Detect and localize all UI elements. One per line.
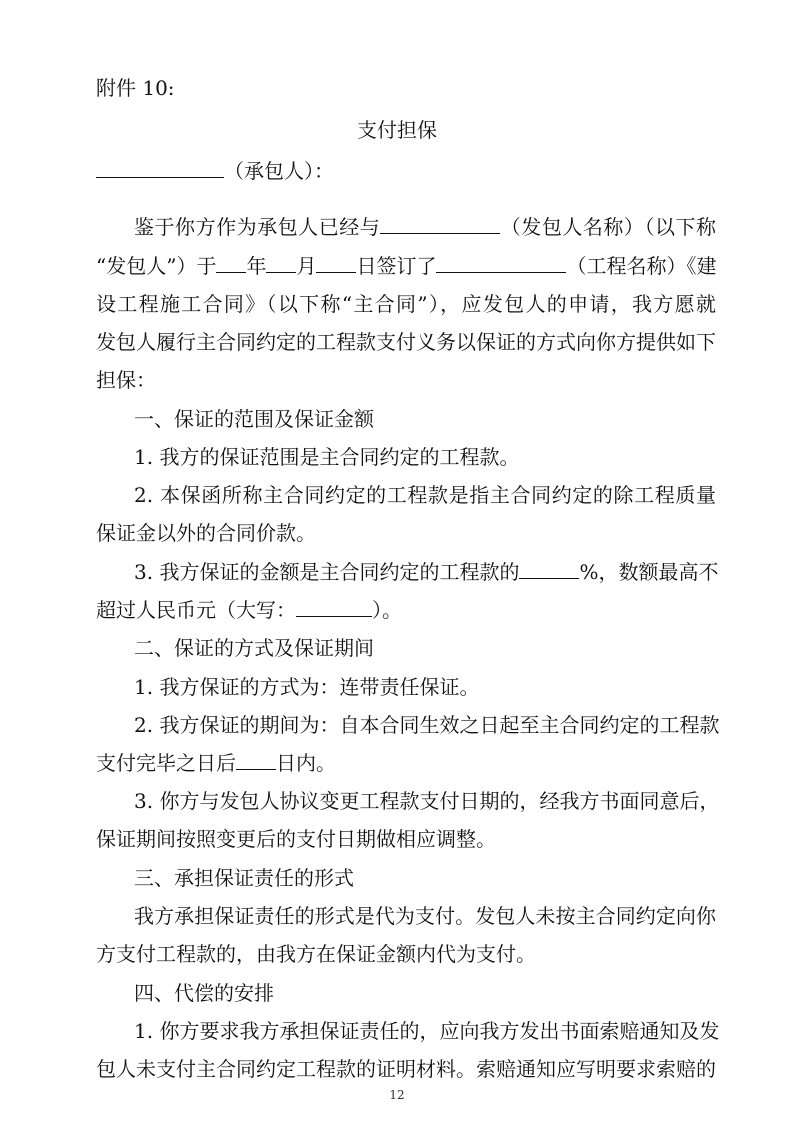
item-text: 3. 我方保证的金额是主合同约定的工程款的 xyxy=(134,560,520,584)
section2-item1: 1. 我方保证的方式为：连带责任保证。 xyxy=(134,675,480,699)
intro-text: 鉴于你方作为承包人已经与 xyxy=(134,215,381,239)
employer-name-blank[interactable] xyxy=(380,213,500,234)
section-heading-3: 三、承担保证责任的形式 xyxy=(134,866,354,890)
intro-line-5: 担保： xyxy=(96,368,156,392)
section-heading-2: 二、保证的方式及保证期间 xyxy=(134,636,374,660)
year-label: 年 xyxy=(246,254,267,278)
item-text: %，数额最高不 xyxy=(579,560,719,584)
day-label: 日签订了 xyxy=(356,254,437,278)
contractor-name-blank[interactable] xyxy=(96,157,224,178)
intro-text: （发包人名称）（以下称 xyxy=(500,215,717,239)
section2-item2-line2 xyxy=(96,749,716,777)
section1-item3-line1 xyxy=(134,558,719,586)
intro-text: “发包人”）于 xyxy=(96,254,217,278)
section4-item1-line1: 1. 你方要求我方承担保证责任的，应向我方发出书面索赔通知及发 xyxy=(134,1019,720,1043)
item-text: ）。 xyxy=(372,598,402,622)
section3-para-line1: 我方承担保证责任的形式是代为支付。发包人未按主合同约定向你 xyxy=(134,904,716,928)
document-title: 支付担保 xyxy=(357,118,437,142)
item-text: 日内。 xyxy=(276,751,336,775)
page-number: 12 xyxy=(389,1088,405,1102)
addressee-line xyxy=(96,157,716,185)
percentage-blank[interactable] xyxy=(519,558,579,579)
intro-line-1 xyxy=(134,213,716,241)
section1-item1: 1. 我方的保证范围是主合同约定的工程款。 xyxy=(134,445,520,469)
annex-label: 附件 10: xyxy=(96,76,175,100)
month-label: 月 xyxy=(296,254,317,278)
amount-in-words-blank[interactable] xyxy=(296,596,372,617)
project-name-blank[interactable] xyxy=(436,252,566,273)
section1-item3-line2 xyxy=(96,596,716,624)
intro-text: （工程名称）《建 xyxy=(566,254,717,278)
intro-line-4: 发包人履行主合同约定的工程款支付义务以保证的方式向你方提供如下 xyxy=(96,330,716,354)
item-text: 支付完毕之日后 xyxy=(96,751,236,775)
item-text: 超过人民币元（大写： xyxy=(96,598,296,622)
section3-para-line2: 方支付工程款的，由我方在保证金额内代为支付。 xyxy=(96,942,536,966)
year-blank[interactable] xyxy=(216,252,246,273)
section1-item2-line2: 保证金以外的合同价款。 xyxy=(96,521,316,545)
section2-item3-line2: 保证期间按照变更后的支付日期做相应调整。 xyxy=(96,827,496,851)
month-blank[interactable] xyxy=(266,252,296,273)
section2-item3-line1: 3. 你方与发包人协议变更工程款支付日期的，经我方书面同意后， xyxy=(134,789,720,813)
day-blank[interactable] xyxy=(316,252,356,273)
days-blank[interactable] xyxy=(236,749,276,770)
section2-item2-line1: 2. 我方保证的期间为：自本合同生效之日起至主合同约定的工程款 xyxy=(134,713,720,737)
addressee-suffix: （承包人）： xyxy=(224,159,334,183)
section-heading-4: 四、代偿的安排 xyxy=(134,981,274,1005)
intro-line-3: 设工程施工合同》（以下称“主合同”），应发包人的申请，我方愿就 xyxy=(96,292,716,316)
section-heading-1: 一、保证的范围及保证金额 xyxy=(134,407,374,431)
intro-line-2 xyxy=(96,252,716,280)
section1-item2-line1: 2. 本保函所称主合同约定的工程款是指主合同约定的除工程质量 xyxy=(134,483,716,507)
section4-item1-line2: 包人未支付主合同约定工程款的证明材料。索赔通知应写明要求索赔的 xyxy=(96,1057,716,1081)
